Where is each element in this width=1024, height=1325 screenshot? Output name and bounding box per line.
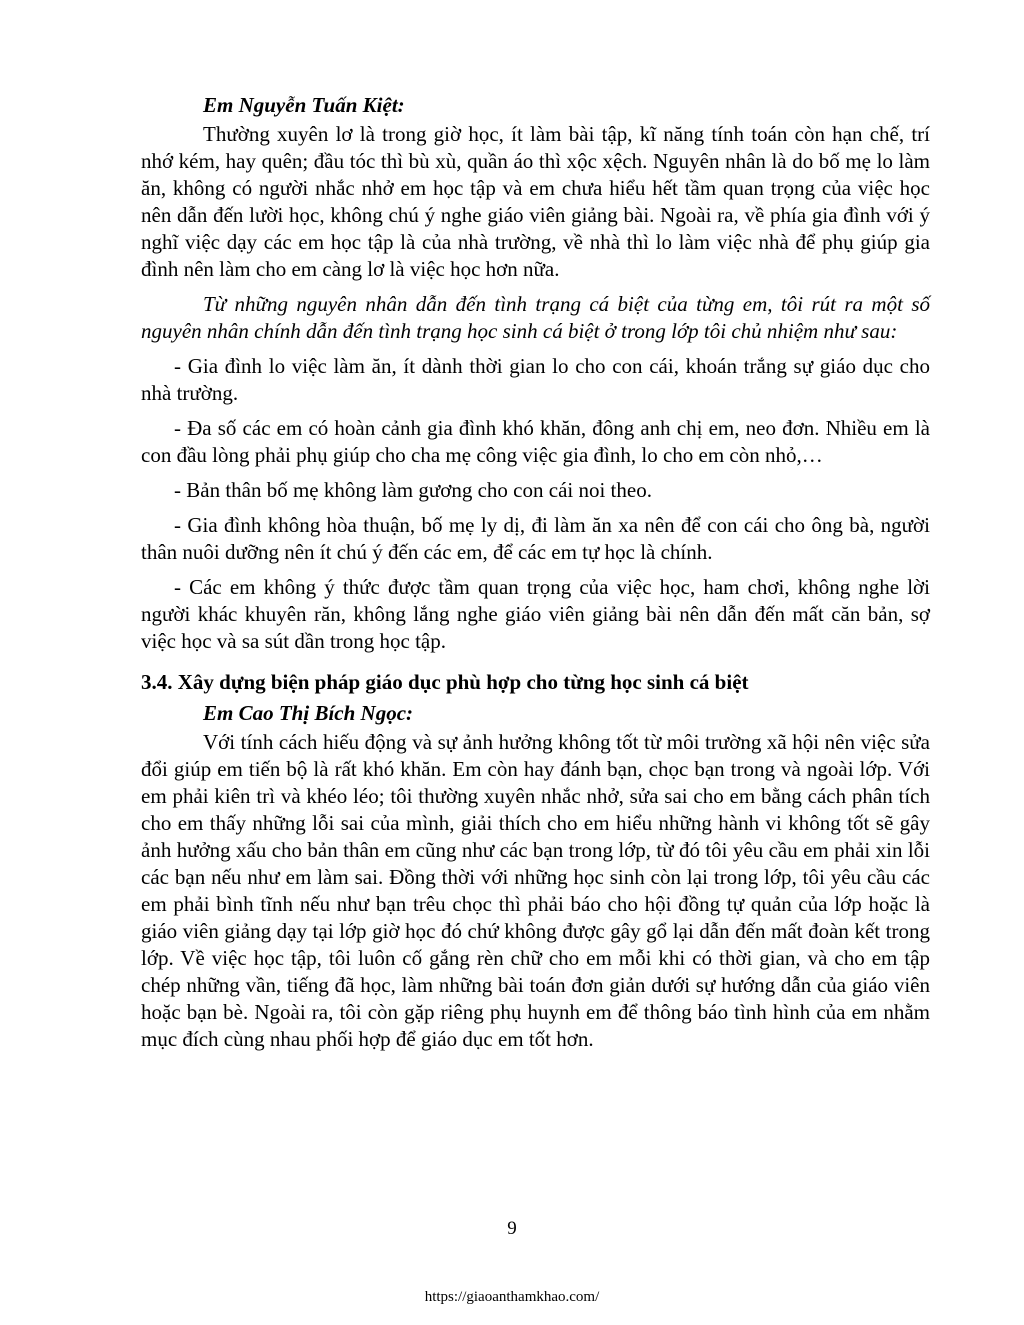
paragraph-summary: Từ những nguyên nhân dẫn đến tình trạng cá biệt của từng em, tôi rút ra một số nguyên nhân chính dẫn đến tình trạng học sinh cá biệt ở trong lớp tôi chủ nhiệm như sau:: [141, 292, 930, 343]
student-heading-ngoc: Em Cao Thị Bích Ngọc:: [203, 701, 414, 725]
bullet-item-1: - Gia đình lo việc làm ăn, ít dành thời gian lo cho con cái, khoán trắng sự giáo dục cho nhà trường.: [141, 354, 930, 405]
section-title: 3.4. Xây dựng biện pháp giáo dục phù hợp cho từng học sinh cá biệt: [141, 670, 749, 694]
document-page: [141, 92, 930, 1053]
bullet-item-2: - Đa số các em có hoàn cảnh gia đình khó khăn, đông anh chị em, neo đơn. Nhiều em là con đầu lòng phải phụ giúp cho cha mẹ công việc gia đình, lo cho em còn nhỏ,…: [141, 416, 930, 467]
footer-url: https://giaoanthamkhao.com/: [424, 1289, 600, 1305]
bullet-item-3: - Bản thân bố mẹ không làm gương cho con cái noi theo.: [174, 478, 652, 502]
paragraph-ngoc: Với tính cách hiếu động và sự ảnh hưởng không tốt từ môi trường xã hội nên việc sửa đổi giúp em tiến bộ là rất khó khăn. Em còn hay đánh bạn, chọc bạn trong và ngoài lớp. Với em phải kiên trì và khéo léo; tôi thường xuyên nhắc nhở, sửa sai cho em bằng cách phân tích cho em thấy những lỗi sai của mình, giải thích cho em hiểu những hành vi không tốt sẽ gây ảnh hưởng xấu cho bản thân em cũng như các bạn trong lớp, từ đó tôi yêu cầu em phải xin lỗi các bạn nếu như em làm sai. Đồng thời với những học sinh còn lại trong lớp, tôi yêu cầu các em phải bình tĩnh nếu như bạn trêu chọc thì phải báo cho hội đồng tự quản của lớp hoặc là giáo viên giảng dạy tại lớp giờ học đó chứ không được gây gổ lại dẫn đến mất đoàn kết trong lớp. Về việc học tập, tôi luôn cố gắng rèn chữ cho em mỗi khi có thời gian, và cho em tập chép những vần, tiếng đã học, làm những bài toán đơn giản dưới sự hướng dẫn của giáo viên hoặc bạn bè. Ngoài ra, tôi còn gặp riêng phụ huynh em để thông báo tình hình của em nhằm mục đích cùng nhau phối hợp để giáo dục em tốt hơn.: [141, 730, 930, 1051]
bullet-item-5: - Các em không ý thức được tầm quan trọng của việc học, ham chơi, không nghe lời người khác khuyên răn, không lắng nghe giáo viên giảng bài nên dẫn đến mất căn bản, sợ việc học và sa sút dần trong học tập.: [141, 575, 930, 653]
page-number: 9: [507, 1218, 517, 1239]
student-heading-kiet: Em Nguyễn Tuấn Kiệt:: [203, 93, 405, 117]
paragraph-kiet: Thường xuyên lơ là trong giờ học, ít làm bài tập, kĩ năng tính toán còn hạn chế, trí nhớ kém, hay quên; đầu tóc thì bù xù, quần áo thì xộc xệch. Nguyên nhân là do bố mẹ lo làm ăn, không có người nhắc nhở em học tập và em chưa hiểu hết tầm quan trọng của việc học nên dẫn đến lười học, không chú ý nghe giáo viên giảng bài. Ngoài ra, về phía gia đình với ý nghĩ việc dạy các em học tập là của nhà trường, về nhà thì lo làm việc nhà để phụ giúp gia đình nên làm cho em càng lơ là việc học hơn nữa.: [141, 122, 930, 281]
bullet-item-4: - Gia đình không hòa thuận, bố mẹ ly dị, đi làm ăn xa nên để con cái cho ông bà, người thân nuôi dưỡng nên ít chú ý đến các em, để các em tự học là chính.: [141, 513, 930, 564]
